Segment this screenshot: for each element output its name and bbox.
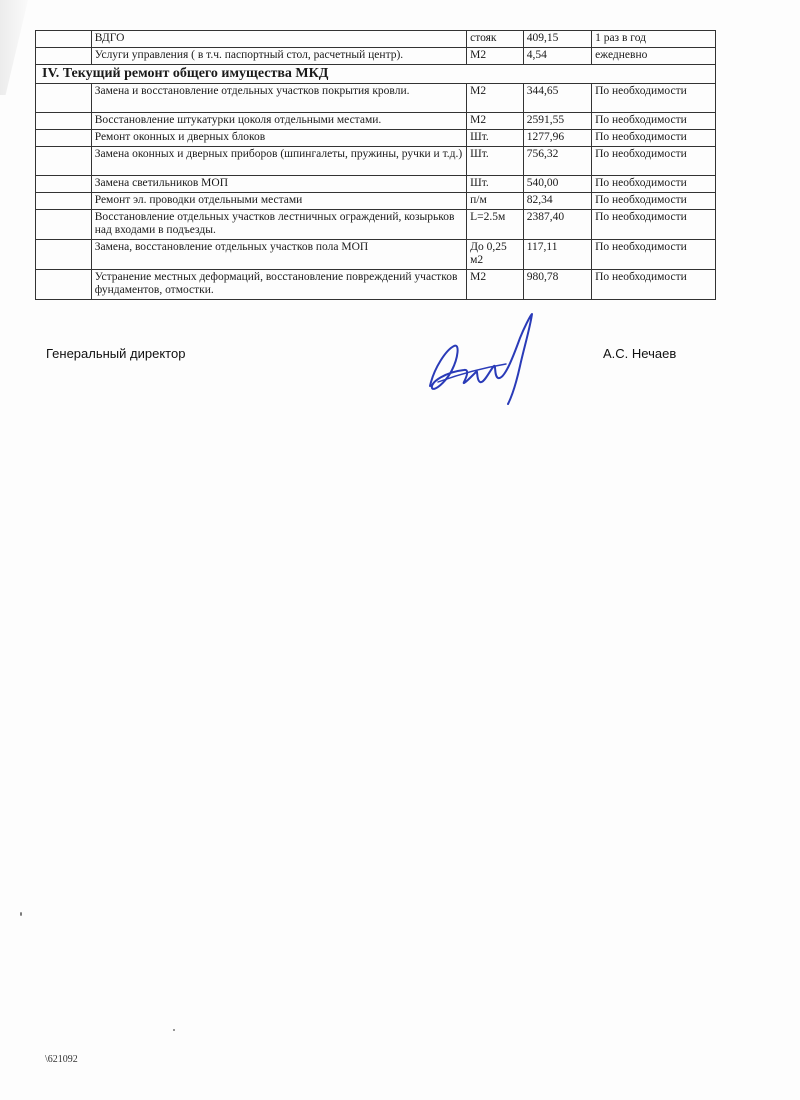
- table-row: [36, 240, 716, 270]
- price-cell: 4,54: [523, 48, 591, 65]
- work-name-cell: Ремонт эл. проводки отдельными местами: [91, 193, 466, 210]
- unit-cell: п/м: [467, 193, 524, 210]
- table-row: [36, 130, 716, 147]
- row-number-cell: [36, 130, 92, 147]
- frequency-cell: По необходимости: [592, 270, 716, 300]
- price-cell: 344,65: [523, 84, 591, 113]
- table-row: [36, 48, 716, 65]
- table-row: [36, 31, 716, 48]
- frequency-cell: По необходимости: [592, 176, 716, 193]
- row-number-cell: [36, 48, 92, 65]
- section-header-row: [36, 65, 716, 84]
- row-number-cell: [36, 210, 92, 240]
- frequency-cell: По необходимости: [592, 193, 716, 210]
- unit-cell: Шт.: [467, 176, 524, 193]
- table-row: [36, 176, 716, 193]
- handwritten-signature: [420, 308, 550, 408]
- price-cell: 82,34: [523, 193, 591, 210]
- unit-cell: М2: [467, 113, 524, 130]
- price-cell: 756,32: [523, 147, 591, 176]
- row-number-cell: [36, 84, 92, 113]
- work-name-cell: ВДГО: [91, 31, 466, 48]
- price-cell: 117,11: [523, 240, 591, 270]
- table-row: [36, 147, 716, 176]
- work-name-cell: Устранение местных деформаций, восстановление повреждений участков фундаментов, отмостки.: [91, 270, 466, 300]
- price-cell: 1277,96: [523, 130, 591, 147]
- price-cell: 980,78: [523, 270, 591, 300]
- works-table: [35, 30, 716, 300]
- row-number-cell: [36, 193, 92, 210]
- scan-shadow: [0, 0, 28, 95]
- document-number: \621092: [45, 1054, 78, 1065]
- frequency-cell: ежедневно: [592, 48, 716, 65]
- signatory-title: Генеральный директор: [46, 346, 186, 361]
- row-number-cell: [36, 240, 92, 270]
- work-name-cell: Замена светильников МОП: [91, 176, 466, 193]
- table-row: [36, 113, 716, 130]
- signatory-name: А.С. Нечаев: [603, 346, 677, 361]
- unit-cell: М2: [467, 84, 524, 113]
- unit-cell: стояк: [467, 31, 524, 48]
- unit-cell: Шт.: [467, 147, 524, 176]
- work-name-cell: Замена оконных и дверных приборов (шпингалеты, пружины, ручки и т.д.): [91, 147, 466, 176]
- row-number-cell: [36, 176, 92, 193]
- price-cell: 409,15: [523, 31, 591, 48]
- work-name-cell: Ремонт оконных и дверных блоков: [91, 130, 466, 147]
- scan-speck: [20, 912, 22, 916]
- table-row: [36, 84, 716, 113]
- price-cell: 540,00: [523, 176, 591, 193]
- unit-cell: L=2.5м: [467, 210, 524, 240]
- frequency-cell: По необходимости: [592, 147, 716, 176]
- table-row: [36, 270, 716, 300]
- work-name-cell: Замена и восстановление отдельных участков покрытия кровли.: [91, 84, 466, 113]
- section-title: IV. Текущий ремонт общего имущества МКД: [36, 65, 716, 84]
- work-name-cell: Замена, восстановление отдельных участков пола МОП: [91, 240, 466, 270]
- unit-cell: М2: [467, 270, 524, 300]
- work-name-cell: Услуги управления ( в т.ч. паспортный стол, расчетный центр).: [91, 48, 466, 65]
- row-number-cell: [36, 113, 92, 130]
- table-row: [36, 210, 716, 240]
- work-name-cell: Восстановление отдельных участков лестничных ограждений, козырьков над входами в подъезды.: [91, 210, 466, 240]
- price-cell: 2591,55: [523, 113, 591, 130]
- frequency-cell: По необходимости: [592, 84, 716, 113]
- unit-cell: М2: [467, 48, 524, 65]
- price-cell: 2387,40: [523, 210, 591, 240]
- row-number-cell: [36, 31, 92, 48]
- frequency-cell: По необходимости: [592, 240, 716, 270]
- frequency-cell: По необходимости: [592, 210, 716, 240]
- unit-cell: Шт.: [467, 130, 524, 147]
- unit-cell: До 0,25 м2: [467, 240, 524, 270]
- work-name-cell: Восстановление штукатурки цоколя отдельными местами.: [91, 113, 466, 130]
- row-number-cell: [36, 270, 92, 300]
- frequency-cell: По необходимости: [592, 130, 716, 147]
- table-row: [36, 193, 716, 210]
- row-number-cell: [36, 147, 92, 176]
- signature-stroke: [430, 314, 532, 404]
- scan-speck: [173, 1029, 175, 1031]
- frequency-cell: 1 раз в год: [592, 31, 716, 48]
- frequency-cell: По необходимости: [592, 113, 716, 130]
